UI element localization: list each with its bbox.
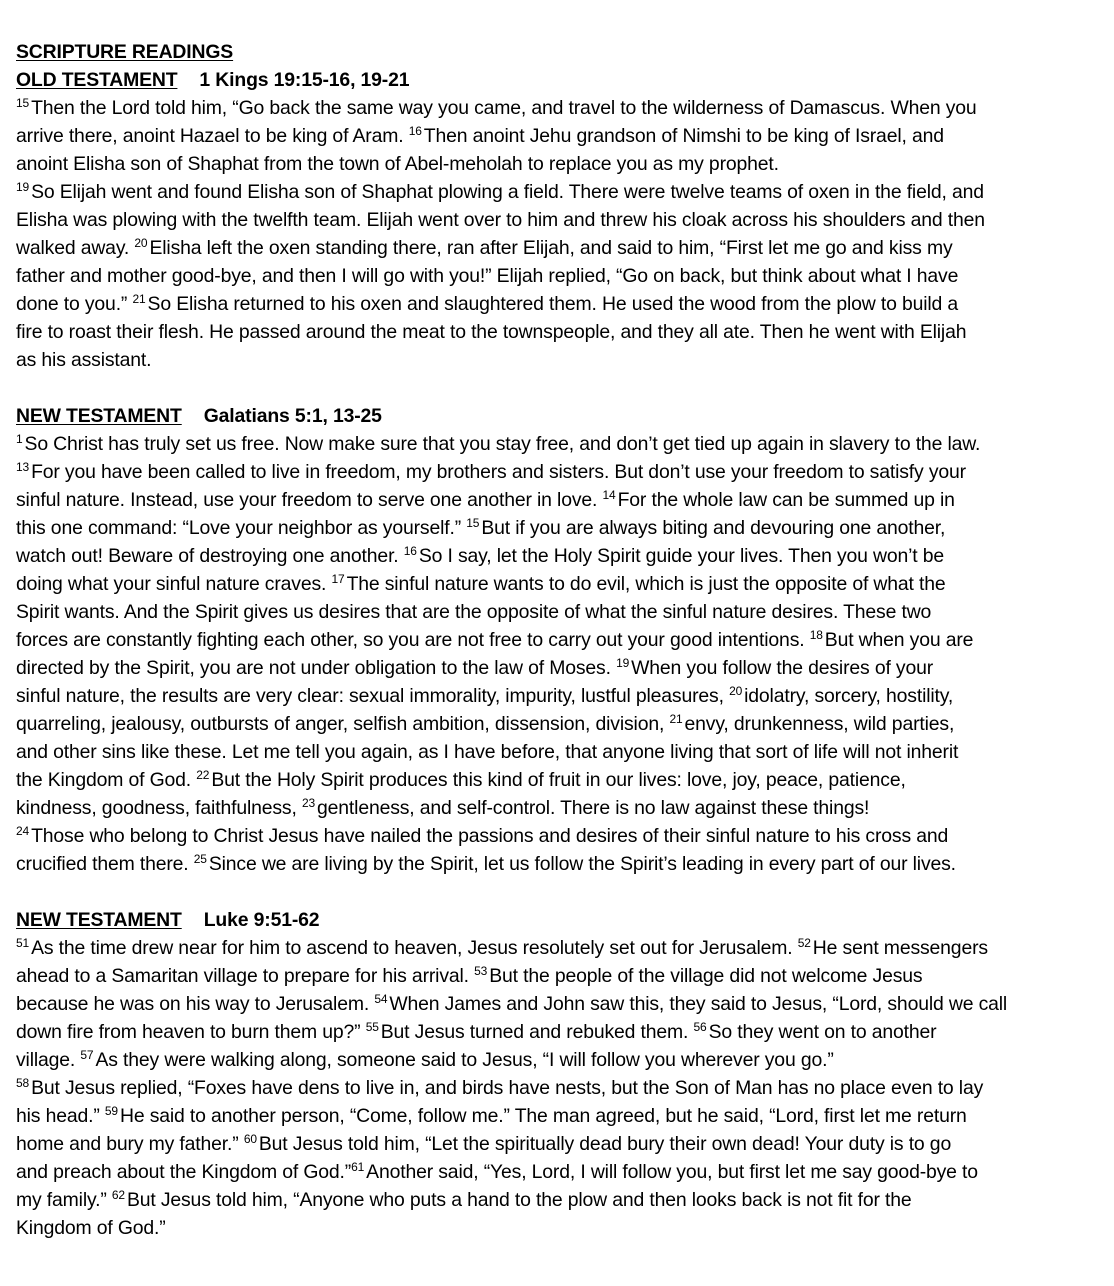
verse-text: his head.”	[16, 1105, 105, 1127]
verse-number: 18	[809, 628, 823, 642]
verse-number: 62	[111, 1188, 125, 1202]
text-line	[16, 1158, 1100, 1186]
verse-text: forces are constantly fighting each other, so you are not free to carry out your good intentions.	[16, 629, 810, 651]
text-line	[16, 1046, 1100, 1074]
verse-text: as his assistant.	[16, 349, 152, 371]
text-line	[16, 990, 1100, 1018]
text-line	[16, 710, 1100, 738]
section-heading	[16, 906, 1100, 934]
verse-text: But when you are	[824, 629, 974, 651]
verse-text: father and mother good-bye, and then I will go with you!” Elijah replied, “Go on back, but think about what I have	[16, 265, 959, 287]
verse-text: For you have been called to live in freedom, my brothers and sisters. But don’t use your freedom to satisfy your	[31, 461, 966, 483]
verse-text: He sent messengers	[812, 937, 988, 959]
scripture-reference: 1 Kings 19:15-16, 19-21	[199, 69, 410, 91]
text-line	[16, 94, 1100, 122]
text-line	[16, 682, 1100, 710]
text-line	[16, 934, 1100, 962]
text-line	[16, 318, 1100, 346]
verse-number: 21	[669, 712, 683, 726]
verse-text: kindness, goodness, faithfulness,	[16, 797, 302, 819]
verse-number: 54	[374, 992, 388, 1006]
verse-text: Elisha was plowing with the twelfth team. Elijah went over to him and threw his cloak across his shoulders and then	[16, 209, 985, 231]
section-spacer	[16, 878, 1100, 906]
text-line	[16, 290, 1100, 318]
verse-text: idolatry, sorcery, hostility,	[744, 685, 954, 707]
verse-text: Spirit wants. And the Spirit gives us desires that are the opposite of what the sinful nature desires. These two	[16, 601, 932, 623]
verse-number: 20	[134, 236, 148, 250]
section-spacer	[16, 374, 1100, 402]
verse-number: 16	[408, 124, 422, 138]
verse-text: Then the Lord told him, “Go back the same way you came, and travel to the wilderness of Damascus. When you	[31, 97, 977, 119]
text-line	[16, 346, 1100, 374]
verse-number: 22	[196, 768, 210, 782]
text-line	[16, 794, 1100, 822]
text-line	[16, 766, 1100, 794]
verse-number: 20	[729, 684, 743, 698]
verse-text: crucified them there.	[16, 853, 194, 875]
verse-text: doing what your sinful nature craves.	[16, 573, 332, 595]
verse-text: He said to another person, “Come, follow me.” The man agreed, but he said, “Lord, first let me return	[119, 1105, 967, 1127]
document-title: SCRIPTURE READINGS	[16, 41, 234, 63]
readings-container	[16, 66, 1100, 1242]
verse-text: directed by the Spirit, you are not under obligation to the law of Moses.	[16, 657, 617, 679]
text-line	[16, 458, 1100, 486]
verse-text: Elisha left the oxen standing there, ran after Elijah, and said to him, “First let me go and kiss my	[149, 237, 953, 259]
verse-text: Kingdom of God.”	[16, 1217, 166, 1239]
verse-number: 19	[16, 180, 30, 194]
verse-number: 52	[797, 936, 811, 950]
verse-number: 59	[104, 1104, 118, 1118]
verse-number: 57	[80, 1048, 94, 1062]
verse-text: Those who belong to Christ Jesus have nailed the passions and desires of their sinful nature to his cross and	[31, 825, 949, 847]
text-line	[16, 626, 1100, 654]
verse-number: 61	[351, 1160, 365, 1174]
text-line	[16, 1074, 1100, 1102]
text-line	[16, 1186, 1100, 1214]
reading-section	[16, 906, 1100, 1242]
verse-text: So they went on to another	[708, 1021, 937, 1043]
verse-text: So I say, let the Holy Spirit guide your lives. Then you won’t be	[418, 545, 945, 567]
verse-text: Another said, “Yes, Lord, I will follow you, but first let me say good-bye to	[366, 1161, 978, 1183]
verse-text: my family.”	[16, 1189, 112, 1211]
text-line	[16, 150, 1100, 178]
verse-text: the Kingdom of God.	[16, 769, 197, 791]
verse-text: village.	[16, 1049, 81, 1071]
text-line	[16, 122, 1100, 150]
verse-text: down fire from heaven to burn them up?”	[16, 1021, 366, 1043]
verse-number: 58	[16, 1076, 30, 1090]
verse-text: But Jesus told him, “Let the spiritually dead bury their own dead! Your duty is to go	[258, 1133, 952, 1155]
verse-number: 25	[193, 852, 207, 866]
text-line	[16, 206, 1100, 234]
verse-number: 23	[301, 796, 316, 810]
text-line	[16, 430, 1100, 458]
scripture-reference: Galatians 5:1, 13-25	[203, 405, 382, 427]
verse-text: sinful nature. Instead, use your freedom to serve one another in love.	[16, 489, 603, 511]
text-line	[16, 1102, 1100, 1130]
verse-text: But Jesus told him, “Anyone who puts a hand to the plow and then looks back is not fit for the	[126, 1189, 912, 1211]
section-heading	[16, 402, 1100, 430]
verse-number: 53	[474, 964, 488, 978]
verse-number: 16	[403, 544, 417, 558]
verse-text: ahead to a Samaritan village to prepare for his arrival.	[16, 965, 475, 987]
section-heading	[16, 66, 1100, 94]
verse-number: 56	[693, 1020, 707, 1034]
verse-number: 51	[16, 936, 30, 950]
section-label: NEW TESTAMENT	[16, 405, 182, 427]
text-line	[16, 822, 1100, 850]
section-label: NEW TESTAMENT	[16, 909, 182, 931]
verse-text: home and bury my father.”	[16, 1133, 244, 1155]
scripture-reference: Luke 9:51-62	[203, 909, 320, 931]
text-line	[16, 178, 1100, 206]
text-line	[16, 542, 1100, 570]
verse-text: But Jesus turned and rebuked them.	[380, 1021, 694, 1043]
verse-text: As they were walking along, someone said to Jesus, “I will follow you wherever you go.”	[95, 1049, 834, 1071]
verse-text: So Christ has truly set us free. Now make sure that you stay free, and don’t get tied up again in slavery to the law.	[24, 433, 981, 455]
text-line	[16, 738, 1100, 766]
section-label: OLD TESTAMENT	[16, 69, 178, 91]
text-line	[16, 570, 1100, 598]
text-line	[16, 1018, 1100, 1046]
verse-text: But if you are always biting and devouring one another,	[481, 517, 946, 539]
verse-text: arrive there, anoint Hazael to be king of Aram.	[16, 125, 409, 147]
verse-number: 15	[466, 516, 480, 530]
text-line	[16, 514, 1100, 542]
text-line	[16, 598, 1100, 626]
verse-number: 1	[16, 432, 23, 446]
verse-text: When James and John saw this, they said to Jesus, “Lord, should we call	[389, 993, 1008, 1015]
text-line	[16, 654, 1100, 682]
reading-section	[16, 66, 1100, 374]
text-line	[16, 1214, 1100, 1242]
text-line	[16, 234, 1100, 262]
text-line	[16, 262, 1100, 290]
verse-text: envy, drunkenness, wild parties,	[684, 713, 955, 735]
reading-section	[16, 402, 1100, 878]
verse-number: 60	[243, 1132, 257, 1146]
verse-number: 13	[16, 460, 30, 474]
verse-text: and preach about the Kingdom of God.”	[16, 1161, 352, 1183]
verse-text: this one command: “Love your neighbor as yourself.”	[16, 517, 467, 539]
verse-text: watch out! Beware of destroying one another.	[16, 545, 404, 567]
text-line	[16, 850, 1100, 878]
verse-text: But the people of the village did not welcome Jesus	[489, 965, 923, 987]
verse-text: But the Holy Spirit produces this kind of fruit in our lives: love, joy, peace, patience,	[211, 769, 906, 791]
verse-text: gentleness, and self-control. There is no law against these things!	[317, 797, 870, 819]
verse-text: walked away.	[16, 237, 135, 259]
verse-text: Then anoint Jehu grandson of Nimshi to be king of Israel, and	[423, 125, 944, 147]
verse-text: quarreling, jealousy, outbursts of anger, selfish ambition, dissension, division,	[16, 713, 670, 735]
verse-text: So Elijah went and found Elisha son of Shaphat plowing a field. There were twelve teams of oxen in the field, and	[31, 181, 984, 203]
verse-text: sinful nature, the results are very clear: sexual immorality, impurity, lustful pleasures,	[16, 685, 730, 707]
verse-text: As the time drew near for him to ascend to heaven, Jesus resolutely set out for Jerusalem.	[31, 937, 798, 959]
verse-text: and other sins like these. Let me tell you again, as I have before, that anyone living that sort of life will not inherit	[16, 741, 959, 763]
verse-text: So Elisha returned to his oxen and slaughtered them. He used the wood from the plow to build a	[147, 293, 959, 315]
verse-number: 15	[16, 96, 30, 110]
text-line	[16, 1130, 1100, 1158]
text-line	[16, 962, 1100, 990]
verse-number: 19	[616, 656, 630, 670]
verse-text: But Jesus replied, “Foxes have dens to live in, and birds have nests, but the Son of Man has no place even to lay	[31, 1077, 984, 1099]
verse-number: 24	[16, 824, 30, 838]
verse-text: fire to roast their flesh. He passed around the meat to the townspeople, and they all ate. Then he went with Elijah	[16, 321, 967, 343]
verse-text: For the whole law can be summed up in	[617, 489, 955, 511]
verse-number: 17	[331, 572, 345, 586]
verse-text: anoint Elisha son of Shaphat from the town of Abel-meholah to replace you as my prophet.	[16, 153, 779, 175]
verse-text: because he was on his way to Jerusalem.	[16, 993, 375, 1015]
verse-text: When you follow the desires of your	[631, 657, 934, 679]
text-line	[16, 486, 1100, 514]
verse-number: 55	[365, 1020, 379, 1034]
verse-text: done to you.”	[16, 293, 133, 315]
verse-text: The sinful nature wants to do evil, which is just the opposite of what the	[346, 573, 946, 595]
verse-number: 14	[602, 488, 616, 502]
verse-text: Since we are living by the Spirit, let us follow the Spirit’s leading in every part of our lives.	[208, 853, 956, 875]
verse-number: 21	[132, 292, 146, 306]
